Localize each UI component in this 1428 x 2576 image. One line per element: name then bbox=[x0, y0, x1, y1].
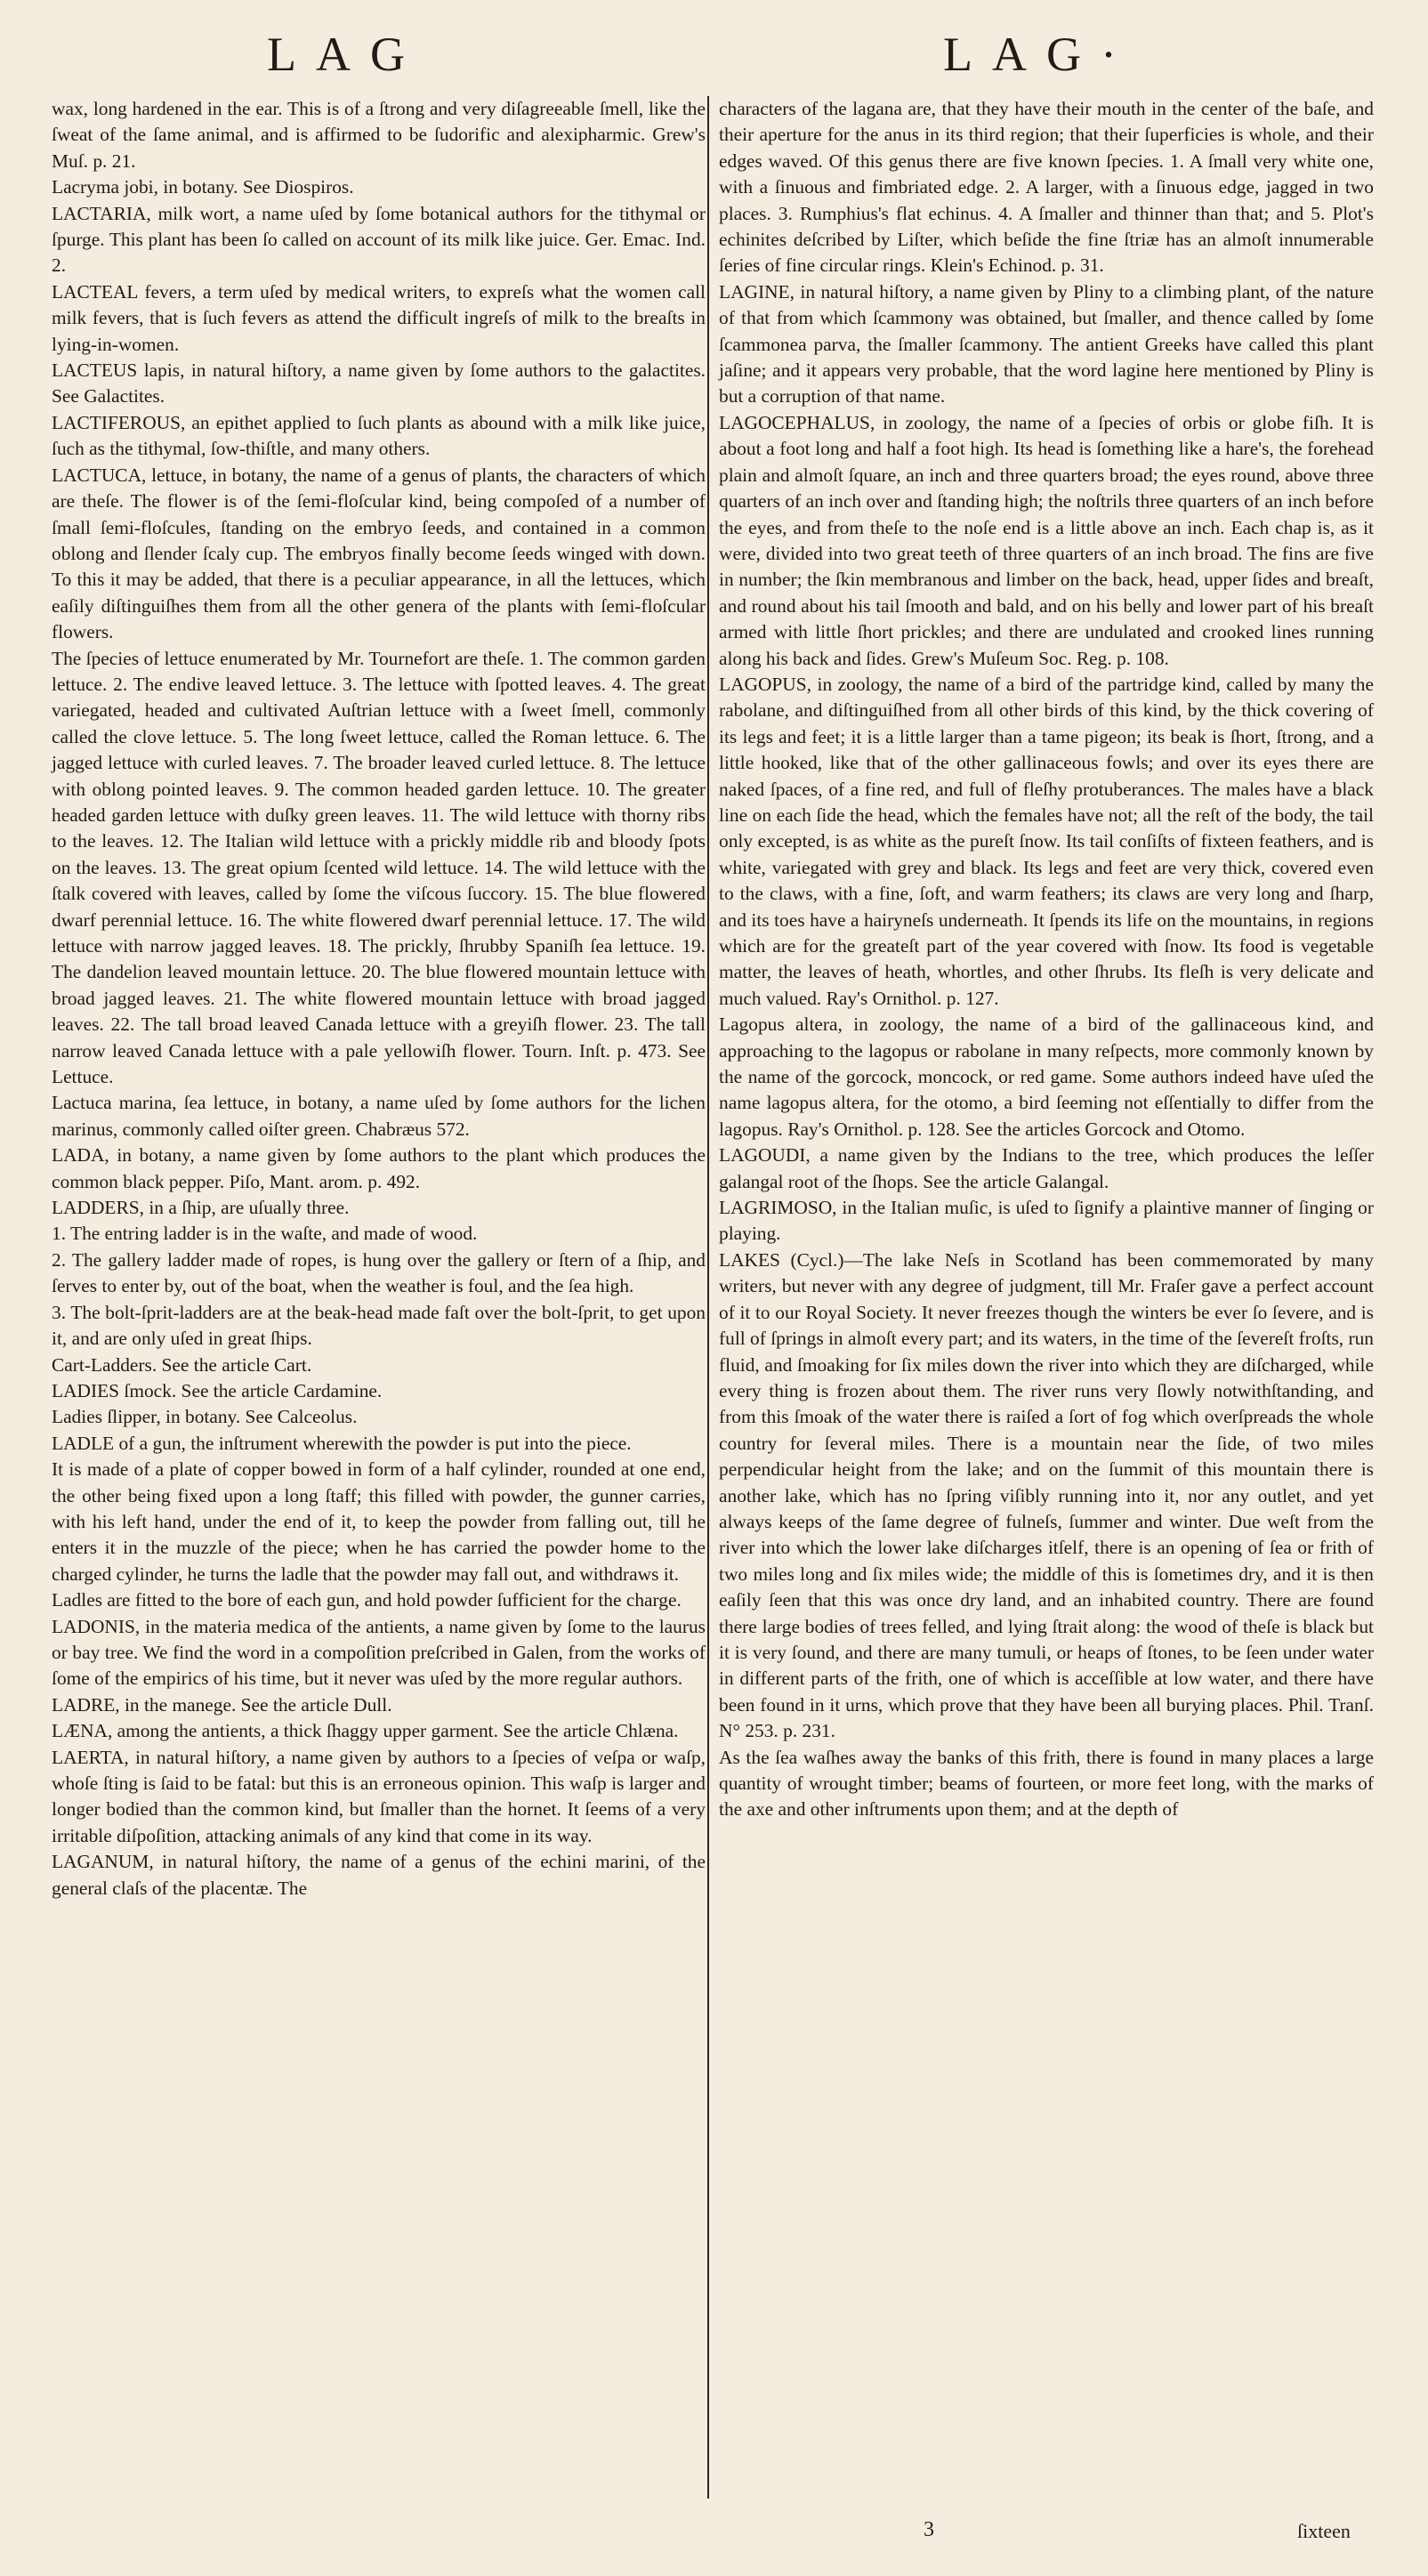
entry-text: LACTEAL fevers, a term uſed by medical writers, to expreſs what the women call milk fevers, that is ſuch fevers as attend the difficult ingreſs of milk to the breaſts in lying-in-women. bbox=[52, 280, 706, 355]
entry-text: LAGRIMOSO, in the Italian muſic, is uſed to ſignify a plaintive manner of ſinging or playing. bbox=[719, 1197, 1374, 1245]
entry-text: 3. The bolt-ſprit-ladders are at the beak-head made faſt over the bolt-ſprit, to get upon it, and are only uſed in great ſhips. bbox=[52, 1301, 706, 1350]
left-column bbox=[52, 96, 706, 1902]
entry-text: LADA, in botany, a name given by ſome authors to the plant which produces the common black pepper. Piſo, Mant. arom. p. 492. bbox=[52, 1144, 706, 1192]
entry-text: characters of the lagana are, that they have their mouth in the center of the baſe, and their aperture for the anus in its third region; that their ſuperficies is whole, and their edges waved. Of this genus there are five known ſpecies. 1. A ſmall very white one, with a ſinuous and fimbriated edge. 2. A larger, with a ſinuous edge, jagged in two places. 3. Rumphius's flat echinus. 4. A ſmaller and thinner than that; and 5. Plot's echinites deſcribed by Liſter, which beſide the fine ſtriæ has an almoſt innumerable ſeries of fine circular rings. Klein's Echinod. p. 31. bbox=[719, 98, 1374, 277]
entry-text: LAGOUDI, a name given by the Indians to the tree, which produces the leſſer galangal root of the ſhops. See the article Galangal. bbox=[719, 1144, 1374, 1192]
right-column bbox=[719, 96, 1374, 1823]
entry-text: LÆNA, among the antients, a thick ſhaggy upper garment. See the article Chlæna. bbox=[52, 1720, 679, 1742]
entry-text: Lactuca marina, ſea lettuce, in botany, a name uſed by ſome authors for the lichen marinus, commonly called oiſter green. Chabræus 572. bbox=[52, 1092, 706, 1140]
running-header bbox=[0, 27, 1428, 89]
entry-text: LAERTA, in natural hiſtory, a name given by authors to a ſpecies of veſpa or waſp, whoſe ſting is ſaid to be fatal: but this is an erroneous opinion. This waſp is larger and longer bodied than the common kind, but ſmaller than the hornet. It ſeems of a very irritable diſpoſition, attacking animals of any kind that come in its way. bbox=[52, 1746, 706, 1846]
entry-text: LACTIFEROUS, an epithet applied to ſuch plants as abound with a milk like juice, ſuch as the tithymal, ſow-thiſtle, and many others. bbox=[52, 411, 706, 460]
entry-text: Lagopus altera, in zoology, the name of a bird of the gallinaceous kind, and approaching to the lagopus or rabolane in many reſpects, more commonly known by the name of the gorcock, moncock, or red game. Some authors indeed have uſed the name lagopus altera, for the otomo, a bird ſeeming not eſſentially to differ from the lagopus. Ray's Ornithol. p. 128. See the articles Gorcock and Otomo. bbox=[719, 1013, 1374, 1140]
entry-text: LAKES (Cycl.)—The lake Neſs in Scotland has been commemorated by many writers, but never with any degree of judgment, till Mr. Fraſer gave a perfect account of it to our Royal Society. It never freezes though the winters be ever ſo ſevere, and is full of ſprings in almoſt every part; and its waters, in the time of the ſevereſt froſts, run fluid, and ſmoaking for ſix miles down the river into which they are diſcharged, while every thing is frozen about them. The river runs very ſlowly notwithſtanding, and from this ſmoak of the water there is raiſed a ſort of fog which overſpreads the whole country for ſeveral miles. There is a mountain near the ſide, of two miles perpendicular height from the lake; and on the ſummit of this mountain there is another lake, which has no ſpring viſibly running into it, nor any outlet, and yet always keeps of the ſame degree of fulneſs, ſummer and winter. Due weſt from the river into which the lower lake diſcharges itſelf, there is an opening of ſea or frith of two miles long and ſix miles wide; the middle of this is ſometimes dry, and it is then eaſily ſeen that this was once dry land, and an inhabited country. There are found there large bodies of trees felled, and lying ſtrait along: the wood of theſe is black but it is very ſound, and there are many tumuli, or heaps of ſtones, to be ſeen under water in different parts of the frith, one of which is acceſſible at low water, and there have been found in it urns, which prove that they have been all burying places. Phil. Tranſ. N° 253. p. 231. bbox=[719, 1248, 1375, 1742]
entry-text: wax, long hardened in the ear. This is of a ſtrong and very diſagreeable ſmell, like the ſweat of the ſame animal, and is affirmed to be ſudorific and alexipharmic. Grew's Muſ. p. 21. bbox=[52, 98, 706, 172]
entry-text: LACTEUS lapis, in natural hiſtory, a name given by ſome authors to the galactites. See Galactites. bbox=[52, 359, 706, 408]
entry-text: 2. The gallery ladder made of ropes, is hung over the gallery or ſtern of a ſhip, and ſerves to enter by, out of the boat, when the weather is foul, and the ſea high. bbox=[52, 1248, 706, 1297]
entry-text: Lacryma jobi, in botany. See Diospiros. bbox=[52, 176, 354, 198]
header-right-word: LAG· bbox=[943, 28, 1136, 81]
entry-text: LACTARIA, milk wort, a name uſed by ſome botanical authors for the tithymal or ſpurge. This plant has been ſo called on account of its milk like juice. Ger. Emac. Ind. 2. bbox=[52, 202, 706, 277]
column-divider bbox=[707, 96, 709, 2499]
entry-text: LADONIS, in the materia medica of the antients, a name given by ſome to the laurus or bay tree. We find the word in a compoſition preſcribed in Galen, from the works of ſome of the empirics of his time, but it never was uſed by the more regular authors. bbox=[52, 1615, 706, 1690]
entry-text: LAGOCEPHALUS, in zoology, the name of a ſpecies of orbis or globe fiſh. It is about a foot long and half a foot high. Its head is ſomething like a hare's, the forehead plain and almoſt ſquare, an inch and three quarters broad; the eyes round, above three quarters of an inch over and ſtanding high; the noſtrils three quarters of an inch before the eyes, and from theſe to the noſe end is a little above an inch. Each chap is, as it were, divided into two great teeth of three quarters of an inch broad. The fins are five in number; the ſkin membranous and limber on the back, head, upper ſides and breaſt, and round about his tail ſmooth and bald, and on his belly and lower part of his breaſt armed with little ſhort prickles; and there are undulated and crooked lines running along his back and ſides. Grew's Muſeum Soc. Reg. p. 108. bbox=[719, 411, 1374, 669]
catchword: ſixteen bbox=[1297, 2520, 1351, 2542]
entry-text: LACTUCA, lettuce, in botany, the name of a genus of plants, the characters of which are theſe. The flower is of the ſemi-floſcular kind, being compoſed of a number of ſmall ſemi-floſcules, ſtanding on the embryo ſeeds, and contained in a common oblong and ſlender ſcaly cup. The embryos finally become ſeeds winged with down. To this it may be added, that there is a peculiar appearance, in all the lettuces, which eaſily diſtinguiſhes them from all the other genera of the plants with ſemi-floſcular flowers. bbox=[52, 464, 706, 643]
entry-text: LADLE of a gun, the inſtrument wherewith the powder is put into the piece. bbox=[52, 1432, 632, 1454]
entry-text: LAGINE, in natural hiſtory, a name given by Pliny to a climbing plant, of the nature of that from which ſcammony was obtained, but ſmaller, and thence called by ſome ſcammonea parva, the ſmaller ſcammony. The antient Greeks have called this plant jaſine; and it appears very probable, that the word lagine here mentioned by Pliny is but a corruption of that name. bbox=[719, 280, 1374, 408]
header-left-word: LAG bbox=[267, 28, 424, 81]
entry-text: The ſpecies of lettuce enumerated by Mr. Tournefort are theſe. 1. The common garden lettuce. 2. The endive leaved lettuce. 3. The lettuce with ſpotted leaves. 4. The great variegated, headed and cultivated Auſtrian lettuce with a ſweet ſmell, commonly called the clove lettuce. 5. The long ſweet lettuce, called the Roman lettuce. 6. The jagged lettuce with curled leaves. 7. The broader leaved curled lettuce. 8. The lettuce with oblong pointed leaves. 9. The common headed garden lettuce. 10. The greater headed garden lettuce with duſky green leaves. 11. The wild lettuce with thorny ribs to the leaves. 12. The Italian wild lettuce with a prickly middle rib and bloody ſpots on the leaves. 13. The great opium ſcented wild lettuce. 14. The wild lettuce with the ſtalk covered with leaves, called by ſome the viſcous ſuccory. 15. The blue flowered dwarf perennial lettuce. 16. The white flowered dwarf perennial lettuce. 17. The wild lettuce with narrow jagged leaves. 18. The prickly, ſhrubby Spaniſh ſea lettuce. 19. The dandelion leaved mountain lettuce. 20. The blue flowered mountain lettuce with broad jagged leaves. 21. The white flowered mountain lettuce with broad jagged leaves. 22. The tall broad leaved Canada lettuce with a greyiſh flower. 23. The tall narrow leaved Canada lettuce with a pale yellowiſh flower. Tourn. Inſt. p. 473. See Lettuce. bbox=[52, 647, 706, 1088]
entry-text: Cart-Ladders. See the article Cart. bbox=[52, 1353, 312, 1376]
entry-text: As the ſea waſhes away the banks of this frith, there is found in many places a large quantity of wrought timber; beams of fourteen, or more feet long, with the marks of the axe and other inſtruments upon them; and at the depth of bbox=[719, 1746, 1374, 1821]
entry-text: LADIES ſmock. See the article Cardamine. bbox=[52, 1379, 383, 1401]
entry-text: Ladles are fitted to the bore of each gun, and hold powder ſufficient for the charge. bbox=[52, 1589, 682, 1611]
entry-text: It is made of a plate of copper bowed in form of a half cylinder, rounded at one end, the other being fixed upon a long ſtaff; this filled with powder, the gunner carries, with his left hand, under the end of it, to keep the powder from falling out, till he enters it in the muzzle of the piece; when he has carried the powder home to the charged cylinder, he turns the ladle that the powder may fall out, and withdraws it. bbox=[52, 1458, 706, 1585]
entry-text: LADDERS, in a ſhip, are uſually three. bbox=[52, 1197, 350, 1219]
page-number: 3 bbox=[924, 2518, 934, 2541]
entry-text: LAGOPUS, in zoology, the name of a bird of the partridge kind, called by many the rabolane, and diſtinguiſhed from all other birds of this kind, by the thick covering of its legs and feet; it is a little larger than a tame pigeon; its beak is ſhort, ſtrong, and a little hooked, like that of the other gallinaceous fowls; and over its eyes there are naked ſpaces, of a fine red, and full of fleſhy protuberances. The males have a black line on each ſide the head, which the females have not; all the reſt of the body, the tail only excepted, is as white as the pureſt ſnow. Its tail conſiſts of fixteen feathers, and is white, variegated with grey and black. Its legs and feet are very thick, covered even to the claws, with a fine, ſoft, and warm feathers; its claws are very long and ſharp, and its toes have a hairyneſs underneath. It ſpends its life on the mountains, in regions which are for the greateſt part of the year covered with ſnow. Its food is vegetable matter, the leaves of heath, whortles, and other ſhrubs. Its fleſh is very delicate and much valued. Ray's Ornithol. p. 127. bbox=[719, 673, 1374, 1009]
entry-text: LAGANUM, in natural hiſtory, the name of a genus of the echini marini, of the general claſs of the placentæ. The bbox=[52, 1851, 706, 1899]
entry-text: 1. The entring ladder is in the waſte, and made of wood. bbox=[52, 1223, 478, 1245]
entry-text: Ladies ſlipper, in botany. See Calceolus. bbox=[52, 1406, 358, 1428]
entry-text: LADRE, in the manege. See the article Dull. bbox=[52, 1693, 392, 1716]
